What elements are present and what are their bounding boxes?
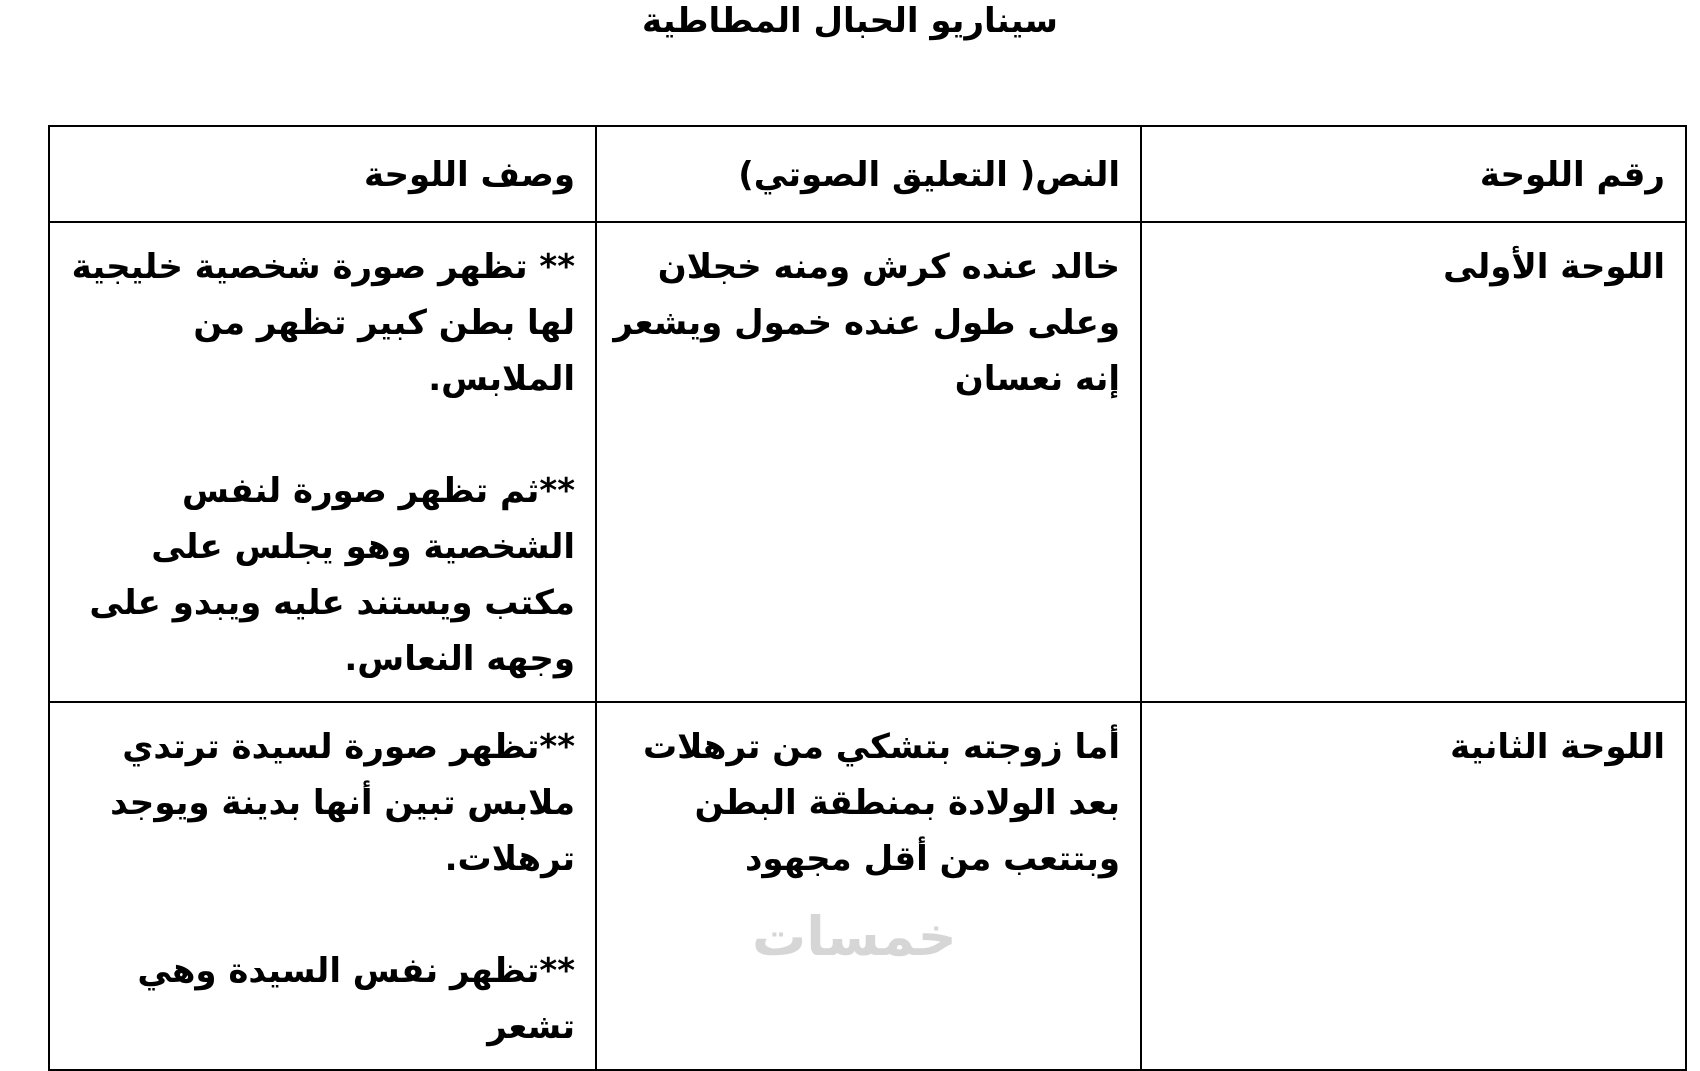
watermark-logo: خمسات [752,905,957,968]
panel-number-cell [1141,702,1686,1070]
document-title: سيناريو الحبال المطاطية [642,1,1058,41]
panel-number-cell [1141,222,1686,702]
panel-description-cell [49,222,596,702]
header-voiceover-text: النص( التعليق الصوتي) [596,126,1141,222]
panel-number-text: اللوحة الأولى [1443,247,1665,287]
voiceover-text-cell [596,702,1141,1070]
voiceover-text-cell [596,222,1141,702]
panel-description-paragraph: ** تظهر صورة شخصية خليجية لها بطن كبير تظهر من الملابس. [71,247,575,399]
header-panel-number: رقم اللوحة [1141,126,1686,222]
table-header-row [49,126,1686,222]
panel-number-text: اللوحة الثانية [1450,727,1665,767]
panel-description-cell [49,702,596,1070]
voiceover-text: خالد عنده كرش ومنه خجلان وعلى طول عنده خمول ويشعر إنه نعسان [613,247,1120,399]
panel-description-paragraph: **ثم تظهر صورة لنفس الشخصية وهو يجلس على مكتب ويستند عليه ويبدو على وجهه النعاس. [89,471,575,679]
panel-description-paragraph: **تظهر نفس السيدة وهي تشعر [137,951,575,1047]
table-row [49,222,1686,702]
voiceover-text: أما زوجته بتشكي من ترهلات بعد الولادة بمنطقة البطن وبتتعب من أقل مجهود [642,727,1120,879]
panel-description-paragraph: **تظهر صورة لسيدة ترتدي ملابس تبين أنها بدينة ويوجد ترهلات. [110,727,575,879]
table-row [49,702,1686,1070]
header-panel-description: وصف اللوحة [49,126,596,222]
